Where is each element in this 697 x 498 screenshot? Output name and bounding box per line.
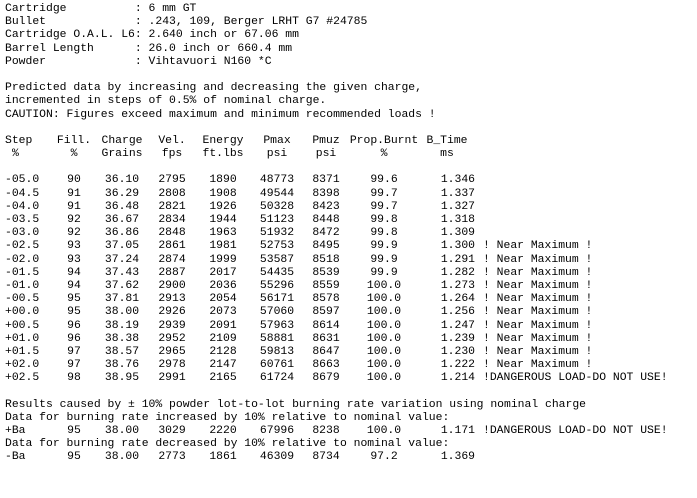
header-cartridge	[5, 3, 697, 16]
cell-energy: 1890	[209, 174, 237, 187]
cell-note: ! Near Maximum !	[483, 306, 593, 319]
cell-pmax: 54435	[259, 266, 295, 279]
cell-energy: 1926	[209, 200, 237, 213]
cell-pmuz: 8734	[312, 451, 340, 464]
cell-btime: 1.214	[440, 372, 475, 385]
col-unit-step: %	[12, 148, 19, 161]
cell-burnt: 100.0	[366, 332, 402, 345]
col-unit-pmuz: psi	[315, 148, 337, 161]
cell-btime: 1.318	[440, 214, 475, 226]
table-row	[5, 214, 697, 227]
cell-energy: 2073	[209, 306, 237, 319]
cell-vel: 2978	[158, 359, 186, 372]
header-value: 26.0 inch or 660.4 mm	[148, 42, 293, 55]
cell-fill: 95	[67, 293, 81, 306]
cell-note: ! Near Maximum !	[483, 359, 593, 372]
cell-charge: 38.76	[104, 359, 140, 372]
spacer	[5, 161, 697, 174]
cell-energy: 2054	[209, 293, 237, 306]
cell-step: +02.5	[5, 372, 40, 385]
cell-btime: 1.171	[440, 425, 475, 437]
cell-charge: 37.43	[104, 266, 140, 279]
cell-burnt: 99.8	[370, 214, 398, 226]
cell-note: !DANGEROUS LOAD-DO NOT USE!	[483, 372, 668, 385]
cell-pmax: 53587	[259, 253, 295, 266]
col-unit-vel: fps	[161, 148, 183, 161]
cell-btime: 1.247	[440, 319, 475, 332]
header-bullet	[5, 16, 697, 29]
cell-burnt: 100.0	[366, 319, 402, 332]
cell-burnt: 100.0	[366, 372, 402, 385]
cell-charge: 38.38	[104, 332, 140, 345]
cell-fill: 97	[67, 345, 81, 358]
table-row	[5, 306, 697, 319]
header-sep: :	[134, 55, 149, 68]
cell-charge: 37.81	[104, 293, 140, 306]
cell-charge: 36.86	[104, 227, 140, 240]
col-header-charge: Charge	[101, 134, 143, 147]
header-label: Cartridge O.A.L. L6	[5, 29, 135, 42]
cell-charge: 38.19	[104, 319, 140, 332]
cell-step: -03.0	[5, 227, 40, 240]
cell-pmax: 51932	[259, 227, 295, 240]
cell-energy: 2147	[209, 359, 237, 372]
cell-burnt: 97.2	[370, 451, 398, 464]
cell-fill: 94	[67, 266, 81, 279]
cell-fill: 93	[67, 253, 81, 266]
header-value: 2.640 inch or 67.06 mm	[148, 29, 299, 42]
table-row	[5, 188, 697, 201]
table-row	[5, 320, 697, 333]
header-sep: :	[134, 3, 149, 15]
cell-pmax: 55296	[259, 279, 295, 292]
cell-note	[475, 451, 483, 464]
cell-pmuz: 8631	[312, 332, 340, 345]
cell-btime: 1.369	[440, 451, 475, 464]
cell-charge: 37.05	[104, 240, 140, 253]
cell-pmuz: 8614	[312, 319, 340, 332]
header-value: 6 mm GT	[148, 3, 197, 15]
cell-btime: 1.264	[440, 293, 475, 306]
cell-pmuz: 8578	[312, 293, 340, 306]
intro-line: incremented in steps of 0.5% of nominal charge.	[5, 95, 327, 108]
cell-pmuz: 8398	[312, 187, 340, 200]
cell-pmax: 57060	[259, 306, 295, 319]
cell-pmuz: 8423	[312, 200, 340, 213]
cell-step: +00.5	[5, 319, 40, 332]
cell-btime: 1.300	[440, 240, 475, 253]
header-sep: :	[134, 29, 149, 42]
cell-energy: 1999	[209, 253, 237, 266]
cell-fill: 94	[67, 279, 81, 292]
table-row	[5, 254, 697, 267]
cell-btime: 1.282	[440, 266, 475, 279]
cell-pmax: 59813	[259, 345, 295, 358]
cell-vel: 2913	[158, 293, 186, 306]
cell-energy: 2109	[209, 332, 237, 345]
cell-burnt: 99.6	[370, 174, 398, 187]
cell-btime: 1.256	[440, 306, 475, 319]
cell-energy: 2165	[209, 372, 237, 385]
cell-note: ! Near Maximum !	[483, 332, 593, 345]
cell-burnt: 100.0	[366, 293, 402, 306]
cell-pmax: 61724	[259, 372, 295, 385]
spacer	[5, 385, 697, 398]
cell-fill: 93	[67, 240, 81, 253]
burning-decreased-label: Data for burning rate decreased by 10% relative to nominal value:	[5, 438, 450, 451]
cell-energy: 2017	[209, 266, 237, 279]
column-header-row	[5, 135, 697, 148]
cell-step: -04.0	[5, 200, 40, 213]
cell-vel: 2821	[158, 200, 186, 213]
cell-burnt: 100.0	[366, 359, 402, 372]
col-header-pmax: Pmax	[263, 134, 291, 147]
table-row	[5, 240, 697, 253]
cell-note: ! Near Maximum !	[483, 253, 593, 266]
cell-burnt: 99.7	[370, 187, 398, 200]
cell-note: ! Near Maximum !	[483, 319, 593, 332]
cell-vel: 2808	[158, 187, 186, 200]
cell-fill: 96	[67, 319, 81, 332]
cell-pmax: 49544	[259, 187, 295, 200]
cell-note: ! Near Maximum !	[483, 345, 593, 358]
cell-btime: 1.291	[440, 253, 475, 266]
cell-btime: 1.273	[440, 279, 475, 292]
cell-btime: 1.222	[440, 359, 475, 372]
data-rows	[5, 174, 697, 385]
cell-step: +00.0	[5, 306, 40, 319]
header-sep: :	[134, 16, 149, 29]
cell-charge: 38.95	[104, 372, 140, 385]
table-row	[5, 346, 697, 359]
cell-fill: 90	[67, 174, 81, 187]
cell-burnt: 99.9	[370, 253, 398, 266]
cell-note	[475, 188, 483, 201]
cell-charge: 36.29	[104, 187, 140, 200]
cell-fill: 95	[67, 306, 81, 319]
cell-burnt: 100.0	[366, 306, 402, 319]
cell-step: -02.5	[5, 240, 40, 253]
cell-vel: 2900	[158, 279, 186, 292]
cell-step: -02.0	[5, 253, 40, 266]
caution-line: CAUTION: Figures exceed maximum and minimum recommended loads !	[5, 108, 436, 121]
cell-step: -05.0	[5, 174, 40, 187]
header-value: .243, 109, Berger LRHT G7 #24785	[148, 16, 368, 29]
header-value: Vihtavuori N160 *C	[148, 55, 272, 68]
col-unit-burnt: %	[380, 148, 388, 161]
cell-pmax: 46309	[259, 451, 295, 464]
cell-note: !DANGEROUS LOAD-DO NOT USE!	[483, 425, 668, 437]
burning-increased-label: Data for burning rate increased by 10% relative to nominal value:	[5, 411, 450, 424]
cell-pmax: 56171	[259, 293, 295, 306]
cell-pmax: 57963	[259, 319, 295, 332]
cell-energy: 2036	[209, 279, 237, 292]
cell-charge: 36.10	[104, 174, 140, 187]
cell-vel: 2991	[158, 372, 186, 385]
cell-step: +01.5	[5, 345, 40, 358]
cell-step: -04.5	[5, 187, 40, 200]
cell-vel: 2834	[158, 214, 186, 226]
table-row	[5, 372, 697, 385]
cell-energy: 1908	[209, 187, 237, 200]
col-header-pmuz: Pmuz	[312, 134, 340, 147]
cell-burnt: 99.9	[370, 266, 398, 279]
col-header-vel: Vel.	[158, 134, 186, 147]
cell-vel: 2773	[158, 451, 186, 464]
cell-note: ! Near Maximum !	[483, 240, 593, 253]
header-sep: :	[134, 42, 149, 55]
cell-note	[475, 214, 483, 227]
cell-pmuz: 8448	[312, 214, 340, 226]
cell-charge: 38.00	[104, 451, 140, 464]
header-label: Cartridge	[5, 3, 135, 15]
col-unit-pmax: psi	[266, 148, 288, 161]
cell-fill: 91	[67, 187, 81, 200]
cell-burnt: 99.8	[370, 227, 398, 240]
col-unit-fill: %	[70, 148, 78, 161]
header-label: Bullet	[5, 16, 135, 29]
header-powder	[5, 56, 697, 69]
cell-fill: 95	[67, 425, 81, 437]
col-unit-btime: ms	[440, 148, 454, 161]
header-label: Barrel Length	[5, 42, 135, 55]
burning-title: Results caused by ± 10% powder lot-to-lot burning rate variation using nominal charge	[5, 398, 587, 411]
burning-decreased-row	[5, 451, 697, 464]
cell-charge: 37.24	[104, 253, 140, 266]
table-row	[5, 425, 697, 438]
cell-pmuz: 8238	[312, 425, 340, 437]
cell-note: ! Near Maximum !	[483, 293, 593, 306]
cell-energy: 1963	[209, 227, 237, 240]
table-row	[5, 359, 697, 372]
cell-note	[475, 227, 483, 240]
cell-vel: 2965	[158, 345, 186, 358]
cell-btime: 1.239	[440, 332, 475, 345]
column-units-row	[5, 148, 697, 161]
cell-btime: 1.327	[440, 200, 475, 213]
cell-step: +01.0	[5, 332, 40, 345]
intro-line: Predicted data by increasing and decreasing the given charge,	[5, 82, 422, 95]
cell-energy: 1944	[209, 214, 237, 226]
cell-pmax: 51123	[259, 214, 295, 226]
cell-note: ! Near Maximum !	[483, 279, 593, 292]
cell-charge: 36.48	[104, 200, 140, 213]
cell-energy: 1861	[209, 451, 237, 464]
cell-pmax: 67996	[259, 425, 295, 437]
cell-pmax: 60761	[259, 359, 295, 372]
cell-fill: 96	[67, 332, 81, 345]
cell-burnt: 99.9	[370, 240, 398, 253]
cell-charge: 36.67	[104, 214, 140, 226]
cell-step: +02.0	[5, 359, 40, 372]
cell-pmax: 48773	[259, 174, 295, 187]
cell-vel: 2887	[158, 266, 186, 279]
cell-burnt: 100.0	[366, 345, 402, 358]
cell-vel: 2939	[158, 319, 186, 332]
cell-step: +Ba	[5, 425, 26, 437]
header-barrel	[5, 43, 697, 56]
col-header-energy: Energy	[202, 134, 244, 147]
table-row	[5, 174, 697, 187]
table-row	[5, 267, 697, 280]
spacer	[5, 122, 697, 135]
cell-pmuz: 8371	[312, 174, 340, 187]
cell-step: -01.0	[5, 279, 40, 292]
cell-burnt: 100.0	[366, 425, 402, 437]
spacer	[5, 69, 697, 82]
cell-charge: 38.00	[104, 306, 140, 319]
cell-note	[475, 174, 483, 187]
cell-vel: 2795	[158, 174, 186, 187]
cell-pmax: 50328	[259, 200, 295, 213]
cell-fill: 95	[67, 451, 81, 464]
cell-step: -03.5	[5, 214, 40, 226]
col-unit-charge: Grains	[101, 148, 143, 161]
cell-pmuz: 8679	[312, 372, 340, 385]
cell-pmuz: 8559	[312, 279, 340, 292]
cell-charge: 38.00	[104, 425, 140, 437]
cell-energy: 2128	[209, 345, 237, 358]
cell-note	[475, 201, 483, 214]
cell-note: ! Near Maximum !	[483, 266, 593, 279]
cell-step: -Ba	[5, 451, 26, 464]
cell-vel: 2952	[158, 332, 186, 345]
cell-fill: 97	[67, 359, 81, 372]
cell-btime: 1.337	[440, 187, 475, 200]
cell-pmax: 52753	[259, 240, 295, 253]
col-header-fill: Fill.	[56, 134, 92, 147]
cell-pmuz: 8647	[312, 345, 340, 358]
table-row	[5, 280, 697, 293]
cell-fill: 91	[67, 200, 81, 213]
burning-increased-row	[5, 425, 697, 438]
cell-pmuz: 8663	[312, 359, 340, 372]
cell-pmuz: 8539	[312, 266, 340, 279]
col-unit-energy: ft.lbs	[202, 148, 244, 161]
cell-charge: 38.57	[104, 345, 140, 358]
cell-pmax: 58881	[259, 332, 295, 345]
header-oal	[5, 29, 697, 42]
cell-fill: 98	[67, 372, 81, 385]
col-header-btime: B_Time	[426, 134, 468, 147]
table-row	[5, 333, 697, 346]
cell-step: -01.5	[5, 266, 40, 279]
cell-charge: 37.62	[104, 279, 140, 292]
table-row	[5, 201, 697, 214]
cell-pmuz: 8472	[312, 227, 340, 240]
cell-step: -00.5	[5, 293, 40, 306]
cell-burnt: 100.0	[366, 279, 402, 292]
cell-energy: 2091	[209, 319, 237, 332]
header-label: Powder	[5, 55, 135, 68]
table-row	[5, 293, 697, 306]
cell-btime: 1.309	[440, 227, 475, 240]
cell-vel: 3029	[158, 425, 186, 437]
cell-energy: 1981	[209, 240, 237, 253]
col-header-step: Step	[5, 134, 33, 147]
col-header-burnt: Prop.Burnt	[349, 134, 419, 147]
cell-vel: 2861	[158, 240, 186, 253]
cell-fill: 92	[67, 227, 81, 240]
cell-btime: 1.230	[440, 345, 475, 358]
cell-pmuz: 8518	[312, 253, 340, 266]
cell-energy: 2220	[209, 425, 237, 437]
cell-burnt: 99.7	[370, 200, 398, 213]
cell-vel: 2848	[158, 227, 186, 240]
cell-fill: 92	[67, 214, 81, 226]
cell-btime: 1.346	[440, 174, 475, 187]
cell-vel: 2926	[158, 306, 186, 319]
cell-pmuz: 8495	[312, 240, 340, 253]
cell-vel: 2874	[158, 253, 186, 266]
table-row	[5, 227, 697, 240]
cell-pmuz: 8597	[312, 306, 340, 319]
table-row	[5, 451, 697, 464]
